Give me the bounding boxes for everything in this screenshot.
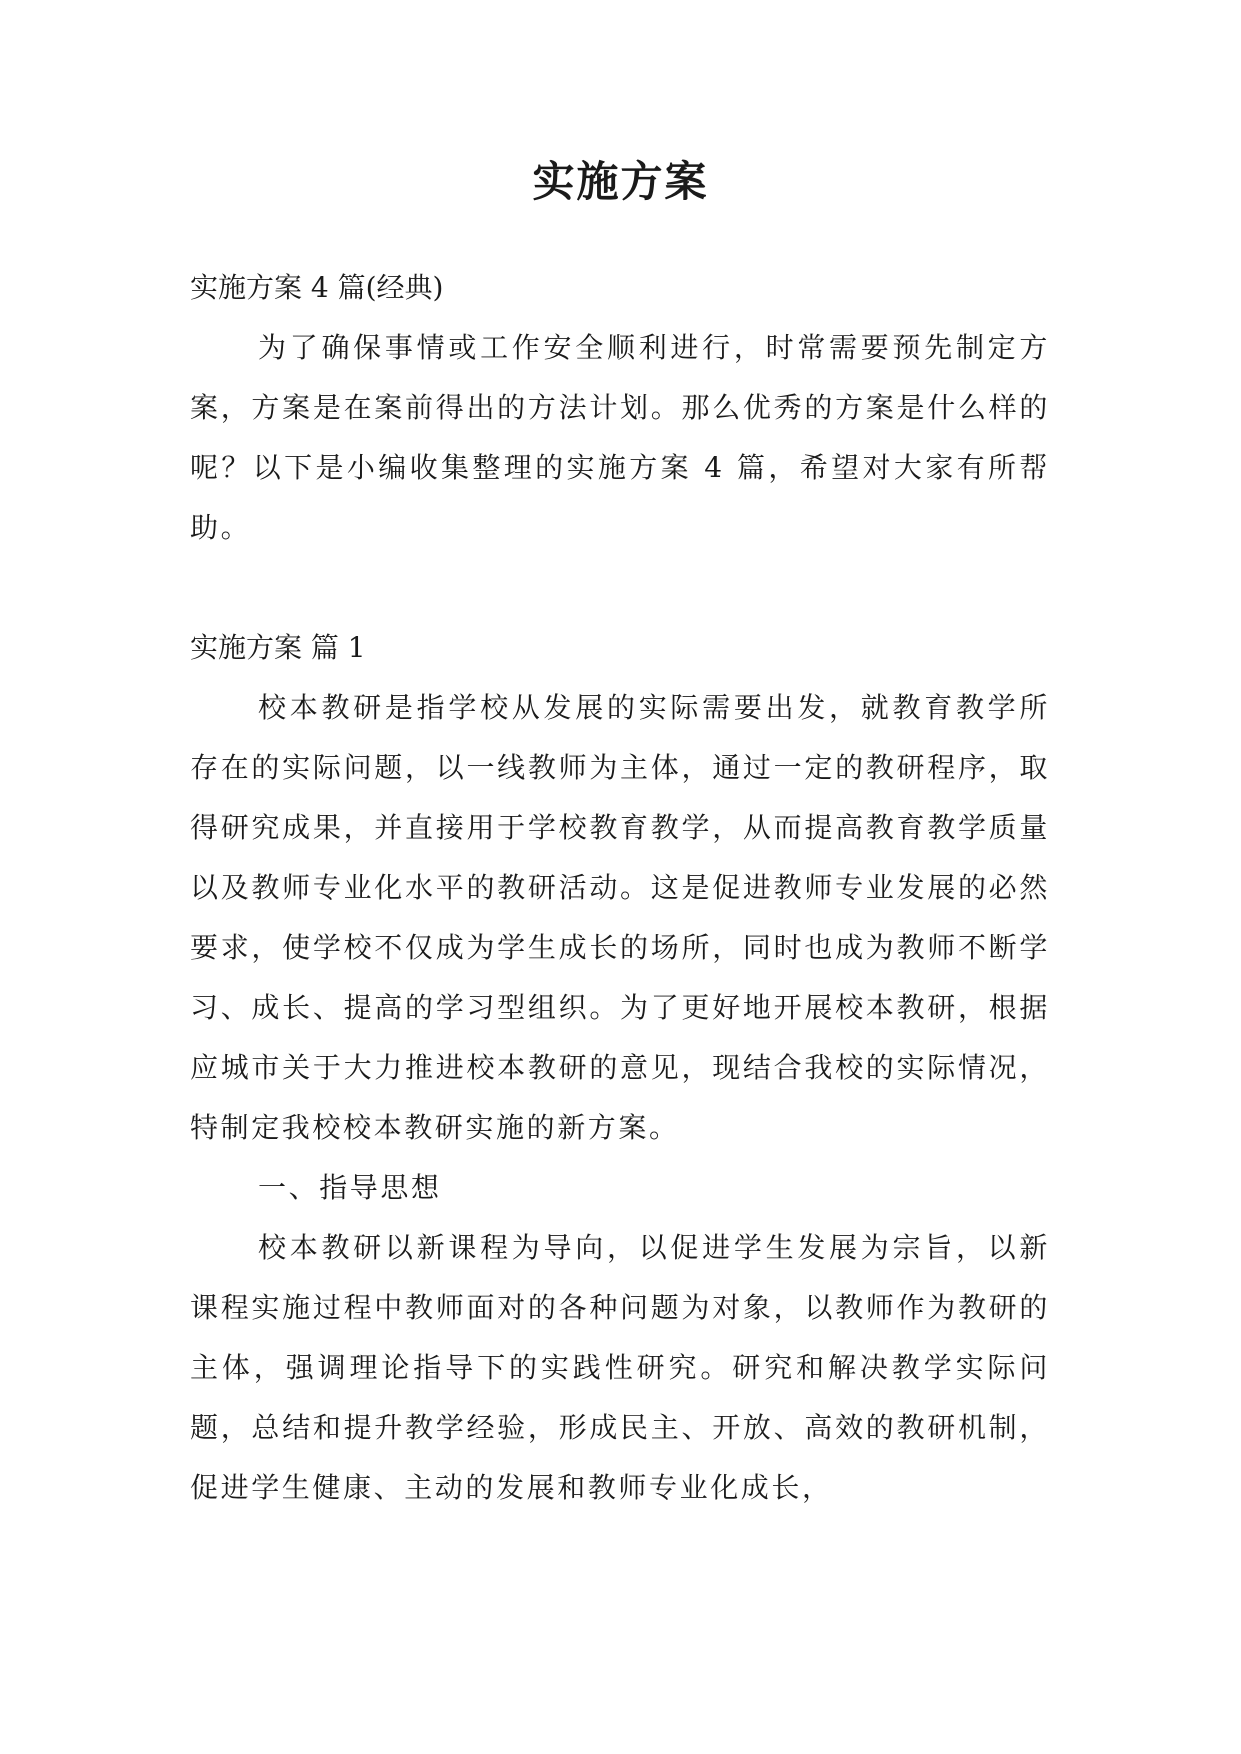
section-heading: 实施方案 篇 1	[190, 631, 366, 664]
document-subtitle: 实施方案 4 篇(经典)	[190, 271, 444, 304]
section-paragraph-2: 校本教研以新课程为导向，以促进学生发展为宗旨，以新课程实施过程中教师面对的各种问题为对象，以教师作为教研的主体，强调理论指导下的实践性研究。研究和解决教学实际问题，总结和提升教学经验，形成民主、开放、高效的教研机制，促进学生健康、主动的发展和教师专业化成长，	[190, 1231, 1050, 1504]
document-body	[190, 258, 1050, 1518]
section-subheading: 一、指导思想	[258, 1171, 442, 1204]
intro-paragraph: 为了确保事情或工作安全顺利进行，时常需要预先制定方案，方案是在案前得出的方法计划。那么优秀的方案是什么样的呢？以下是小编收集整理的实施方案 4 篇，希望对大家有所帮助。	[190, 331, 1050, 544]
document-title: 实施方案	[532, 157, 709, 206]
section-paragraph-1: 校本教研是指学校从发展的实际需要出发，就教育教学所存在的实际问题，以一线教师为主体，通过一定的教研程序，取得研究成果，并直接用于学校教育教学，从而提高教育教学质量以及教师专业化水平的教研活动。这是促进教师专业发展的必然要求，使学校不仅成为学生成长的场所，同时也成为教师不断学习、成长、提高的学习型组织。为了更好地开展校本教研，根据应城市关于大力推进校本教研的意见，现结合我校的实际情况，特制定我校校本教研实施的新方案。	[190, 691, 1050, 1144]
section-spacer	[190, 558, 1050, 618]
